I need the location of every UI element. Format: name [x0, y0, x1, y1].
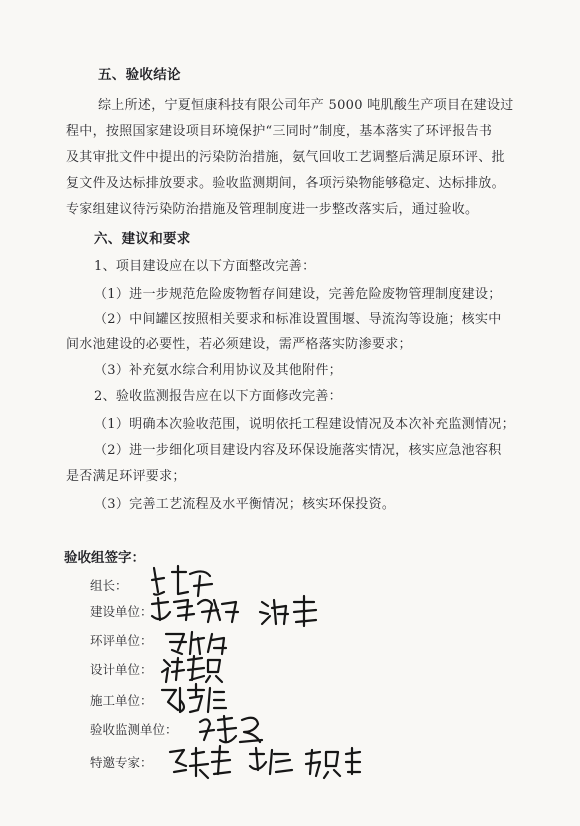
paragraph-line: 程中，按照国家建设项目环境保护“三同时”制度，基本落实了环评报告书 [66, 124, 493, 139]
handwritten-signature-design [160, 654, 224, 684]
requirement-line: 2、验收监测报告应在以下方面修改完善： [94, 389, 342, 404]
paragraph-line: 专家组建议待污染防治措施及管理制度进一步整改落实后，通过验收。 [66, 202, 479, 217]
requirement-line: 1、项目建设应在以下方面整改完善： [94, 259, 316, 274]
requirement-line: （1）进一步规范危险废物暂存间建设，完善危险废物管理制度建设； [94, 287, 502, 302]
handwritten-signature-expert-1 [166, 744, 234, 784]
requirement-line: 是否满足环评要求； [66, 469, 186, 484]
handwritten-signature-monitoring [196, 712, 266, 748]
requirement-line: （3）完善工艺流程及水平衡情况；核实环保投资。 [94, 497, 396, 512]
role-label-monitoring-unit: 验收监测单位： [90, 722, 178, 737]
requirement-line: （1）明确本次验收范围，说明依托工程建设情况及本次补充监测情况； [94, 417, 515, 432]
paragraph-line: 综上所述，宁夏恒康科技有限公司年产 5000 吨肌酸生产项目在建设过 [98, 98, 514, 113]
role-label-leader: 组长： [90, 578, 128, 593]
role-label-invited-experts: 特邀专家： [90, 755, 153, 770]
handwritten-signature-construction-1 [148, 594, 240, 628]
requirement-line: （2）中间罐区按照相关要求和标准设置围堰、导流沟等设施；核实中 [94, 312, 502, 327]
paragraph-line: 及其审批文件中提出的污染防治措施，氨气回收工艺调整后满足原环评、批 [66, 150, 505, 165]
role-label-eia-unit: 环评单位： [90, 633, 153, 648]
signature-section-title: 验收组签字： [64, 550, 145, 566]
handwritten-signature-construction-2 [258, 594, 322, 630]
role-label-builder-unit: 施工单位： [90, 693, 153, 708]
role-label-construction-unit: 建设单位： [90, 604, 153, 619]
requirement-line: 间水池建设的必要性，若必须建设，需严格落实防渗要求； [66, 337, 412, 352]
handwritten-signature-expert-3 [302, 746, 364, 780]
handwritten-signature-expert-2 [246, 744, 296, 780]
requirement-line: （2）进一步细化项目建设内容及环保设施落实情况，核实应急池容积 [94, 443, 502, 458]
role-label-design-unit: 设计单位： [90, 662, 153, 677]
section-heading-suggestions: 六、建议和要求 [94, 231, 191, 247]
paragraph-line: 复文件及达标排放要求。验收监测期间，各项污染物能够稳定、达标排放。 [66, 176, 505, 191]
section-heading-conclusion: 五、验收结论 [98, 67, 181, 83]
requirement-line: （3）补充氨水综合利用协议及其他附件； [94, 363, 342, 378]
